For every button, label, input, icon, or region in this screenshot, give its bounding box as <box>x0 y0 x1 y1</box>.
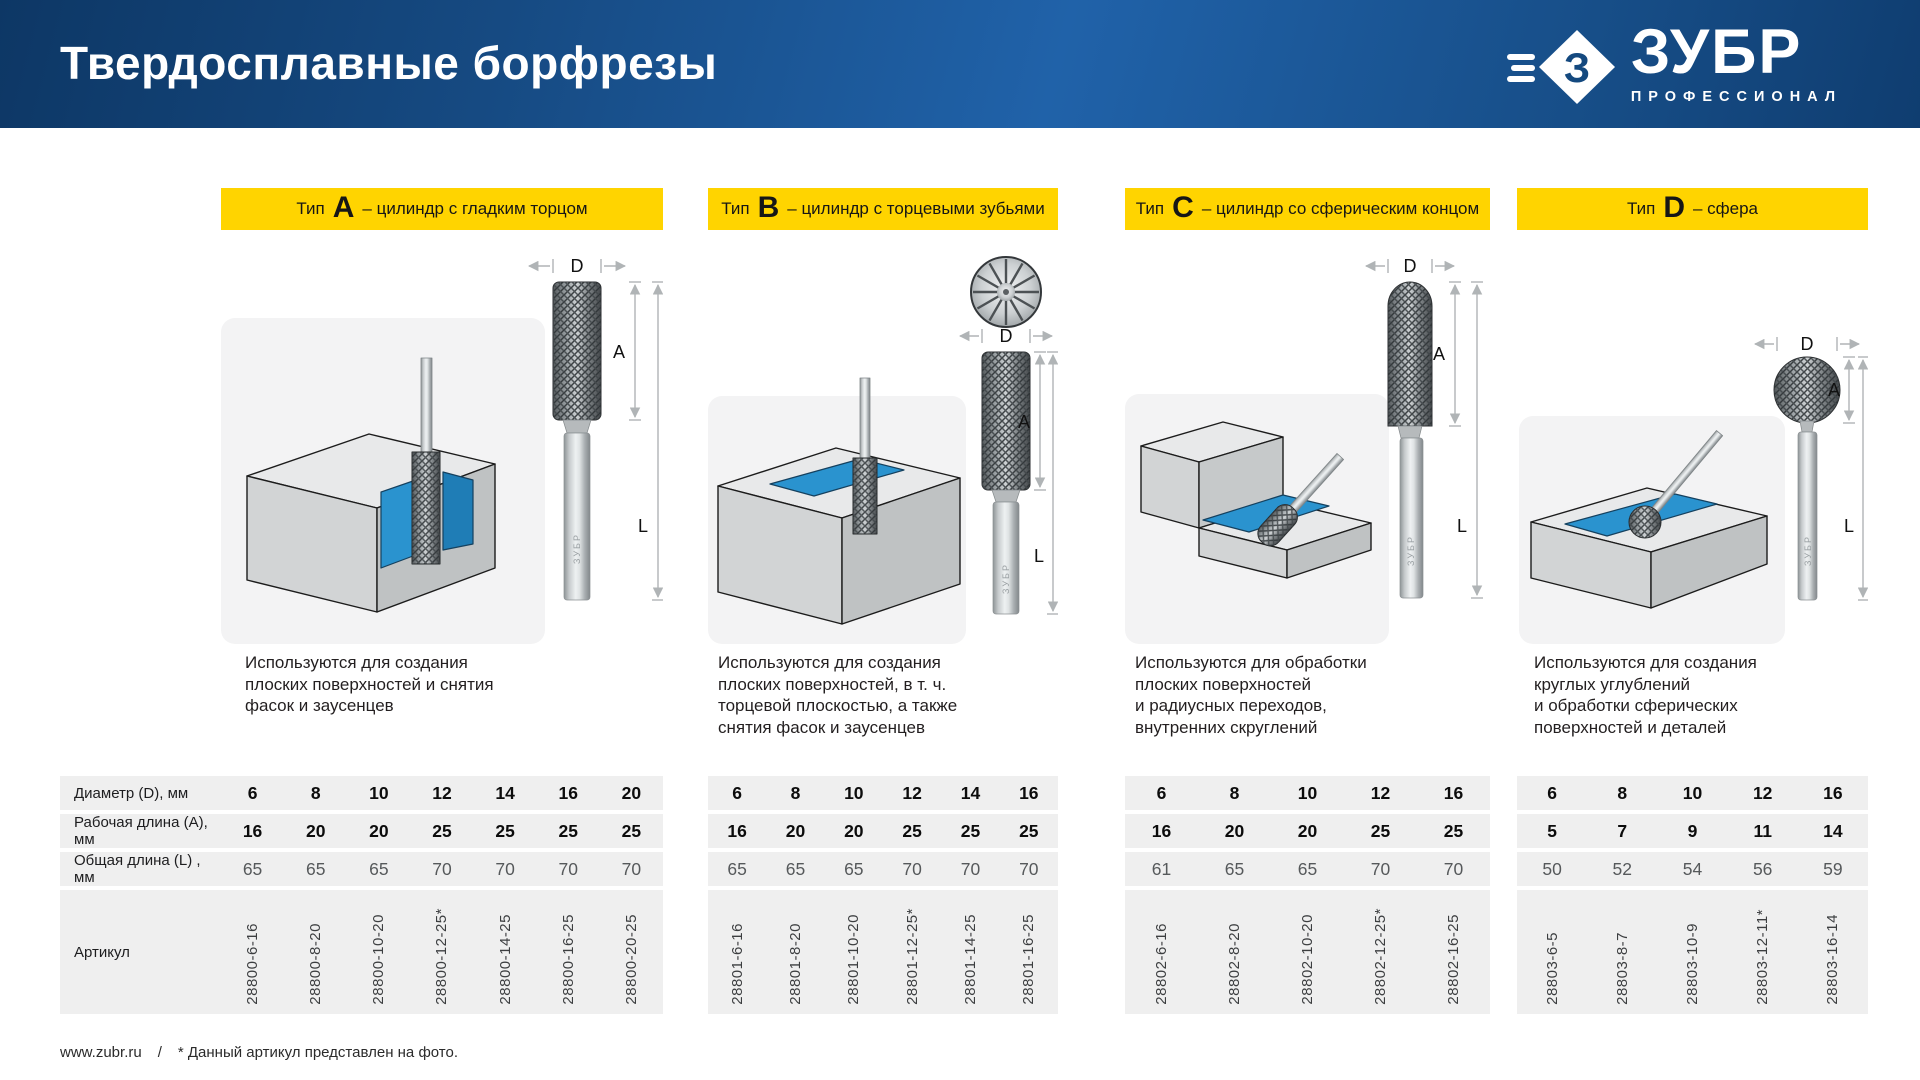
diameter-value: 8 <box>1617 782 1628 803</box>
type-c-figure <box>1125 232 1490 652</box>
type-prefix: Тип <box>1135 199 1165 218</box>
article-number: 28801-14-25 <box>961 914 979 1005</box>
description-line: поверхностей и деталей <box>1534 717 1727 737</box>
work-length-value: 25 <box>1370 820 1391 841</box>
total-length-row-label: Общая длина (L) , мм <box>60 852 221 886</box>
work-length-row <box>1125 814 1490 848</box>
total-length-value: 70 <box>495 858 515 879</box>
dim-d-label: D <box>570 256 584 276</box>
diameter-value: 10 <box>369 782 389 803</box>
work-length-value: 20 <box>844 820 864 841</box>
work-length-value: 20 <box>1297 820 1318 841</box>
diameter-value: 6 <box>1547 782 1557 803</box>
dim-d-label: D <box>999 326 1013 346</box>
diameter-row <box>1125 776 1490 810</box>
description-line: и радиусных переходов, <box>1135 696 1327 715</box>
description-line: внутренних скруглений <box>1135 717 1318 737</box>
work-length-value: 16 <box>1151 820 1172 841</box>
article-number: 28803-16-14 <box>1824 914 1842 1005</box>
work-length-row <box>1517 814 1868 848</box>
type-prefix: Тип <box>1626 199 1656 218</box>
diameter-row <box>221 776 663 810</box>
total-length-value: 70 <box>432 858 452 879</box>
dim-d-label: D <box>1800 334 1814 354</box>
work-length-value: 25 <box>1443 820 1464 841</box>
total-length-value: 70 <box>558 858 578 879</box>
article-number: 28802-10-20 <box>1299 914 1316 1005</box>
total-length-value: 65 <box>369 858 389 879</box>
dim-d-label: D <box>1403 256 1417 276</box>
diameter-value: 8 <box>790 782 801 803</box>
type-description: – сфера <box>1692 199 1759 218</box>
dim-l-label: L <box>1843 516 1854 536</box>
work-length-value: 16 <box>242 820 263 841</box>
total-length-value: 65 <box>727 858 747 879</box>
brand-text <box>1630 17 1842 105</box>
total-length-value: 70 <box>1370 858 1391 879</box>
description-line: плоских поверхностей и снятия <box>245 674 494 694</box>
dim-a-label: A <box>1432 344 1445 364</box>
diameter-value: 6 <box>1156 782 1167 803</box>
article-number: 28801-16-25 <box>1020 914 1038 1005</box>
work-length-value: 25 <box>621 820 642 841</box>
work-length-row-label: Рабочая длина (A), мм <box>60 814 221 848</box>
shank-engraving: ЗУБР <box>1406 535 1416 566</box>
description-line: торцевой плоскостью, а также <box>718 696 958 715</box>
article-row <box>221 890 663 1014</box>
article-number: 28801-12-25* <box>903 908 921 1005</box>
article-number: 28800-20-25 <box>622 914 640 1005</box>
diameter-value: 10 <box>844 782 864 803</box>
type-c-description <box>1135 652 1367 738</box>
total-length-value: 50 <box>1542 858 1562 879</box>
diameter-value: 12 <box>1752 782 1773 803</box>
total-length-value: 54 <box>1682 858 1703 879</box>
diameter-value: 6 <box>247 782 258 803</box>
work-length-value: 20 <box>1224 820 1245 841</box>
work-length-value: 25 <box>495 820 515 841</box>
diameter-value: 16 <box>1823 782 1843 803</box>
total-length-row <box>708 852 1058 886</box>
burr-photo-a <box>529 256 663 600</box>
article-number: 28800-14-25 <box>496 914 514 1005</box>
work-length-value: 20 <box>305 820 326 841</box>
article-number: 28803-12-11* <box>1754 909 1772 1005</box>
article-number: 28802-16-25 <box>1445 914 1462 1005</box>
description-line: круглых углублений <box>1534 674 1691 694</box>
shank-engraving: ЗУБР <box>572 533 582 564</box>
work-length-value: 25 <box>558 820 578 841</box>
type-d-header <box>1517 188 1868 230</box>
type-prefix: Тип <box>721 199 750 218</box>
article-number: 28800-10-20 <box>370 914 388 1005</box>
diameter-row-label: Диаметр (D), мм <box>60 776 221 810</box>
diameter-row <box>1517 776 1868 810</box>
type-letter: D <box>1663 190 1685 224</box>
diameter-value: 6 <box>732 782 743 803</box>
website-url: www.zubr.ru <box>60 1044 142 1061</box>
brand-subtitle: ПРОФЕССИОНАЛ <box>1630 88 1842 105</box>
total-length-value: 70 <box>1443 858 1464 879</box>
article-number: 28800-8-20 <box>307 923 325 1005</box>
type-b-description <box>718 652 957 738</box>
type-description: – цилиндр со сферическим концом <box>1201 199 1480 218</box>
type-letter: C <box>1172 190 1194 224</box>
total-length-value: 65 <box>785 858 806 879</box>
type-a-figure <box>221 232 663 652</box>
page-title: Твердосплавные борфрезы <box>60 37 718 89</box>
description-line: Используются для создания <box>718 653 941 672</box>
diameter-value: 10 <box>1682 782 1703 803</box>
diameter-value: 12 <box>902 782 922 803</box>
type-prefix: Тип <box>296 199 325 218</box>
diameter-value: 20 <box>621 782 642 803</box>
type-a-description <box>245 652 494 717</box>
table-row-labels <box>60 776 221 1018</box>
footnote: * Данный артикул представлен на фото. <box>177 1044 459 1061</box>
brand-initial: З <box>1563 44 1590 91</box>
description-line: Используются для создания <box>245 653 468 672</box>
dim-a-label: A <box>1827 380 1840 400</box>
type-d-description <box>1534 652 1757 738</box>
total-length-value: 65 <box>242 858 263 879</box>
total-length-value: 65 <box>844 858 864 879</box>
description-line: плоских поверхностей, в т. ч. <box>718 674 947 694</box>
total-length-value: 56 <box>1752 858 1773 879</box>
page-footer <box>60 1044 458 1061</box>
diameter-value: 12 <box>432 782 452 803</box>
total-length-value: 52 <box>1612 858 1633 879</box>
diameter-value: 10 <box>1297 782 1318 803</box>
article-number: 28800-16-25 <box>559 914 577 1005</box>
total-length-row <box>1517 852 1868 886</box>
type-b-figure <box>708 232 1058 652</box>
type-c-table <box>1125 776 1490 1018</box>
article-number: 28803-8-7 <box>1613 932 1631 1005</box>
work-length-value: 16 <box>727 820 747 841</box>
article-row <box>708 890 1058 1014</box>
zubr-logo-icon <box>1507 28 1619 106</box>
work-length-value: 7 <box>1617 820 1628 841</box>
work-length-value: 20 <box>369 820 389 841</box>
work-length-value: 25 <box>960 820 981 841</box>
work-length-value: 5 <box>1547 820 1557 841</box>
work-length-row <box>708 814 1058 848</box>
diameter-value: 16 <box>1443 782 1464 803</box>
description-line: плоских поверхностей <box>1135 674 1312 694</box>
type-b-table <box>708 776 1058 1018</box>
total-length-value: 70 <box>621 858 642 879</box>
work-length-value: 25 <box>902 820 922 841</box>
type-d-table <box>1517 776 1868 1018</box>
diameter-value: 14 <box>960 782 981 803</box>
work-length-value: 14 <box>1823 820 1843 841</box>
footer-separator: / <box>157 1044 162 1061</box>
article-number: 28801-8-20 <box>786 923 804 1005</box>
article-row <box>1125 890 1490 1014</box>
description-line: Используются для создания <box>1534 653 1757 672</box>
article-number: 28800-12-25* <box>433 908 451 1005</box>
total-length-value: 65 <box>1297 858 1318 879</box>
article-number: 28800-6-16 <box>244 923 262 1005</box>
type-b-header <box>708 188 1058 230</box>
article-row-label: Артикул <box>60 890 221 1014</box>
work-length-row <box>221 814 663 848</box>
type-c-header <box>1125 188 1490 230</box>
type-description: – цилиндр с торцевыми зубьями <box>787 199 1045 218</box>
description-line: и обработки сферических <box>1534 696 1738 715</box>
article-number: 28802-8-20 <box>1226 923 1243 1005</box>
diameter-row <box>708 776 1058 810</box>
page-header <box>0 0 1920 128</box>
article-number: 28801-6-16 <box>728 923 746 1005</box>
shank-engraving: ЗУБР <box>1001 563 1011 594</box>
description-line: фасок и заусенцев <box>245 696 394 715</box>
article-number: 28803-10-9 <box>1683 923 1701 1005</box>
total-length-value: 70 <box>902 858 922 879</box>
type-letter: A <box>332 190 355 224</box>
total-length-value: 70 <box>960 858 981 879</box>
dim-l-label: L <box>1033 546 1044 566</box>
description-line: Используются для обработки <box>1135 653 1367 672</box>
dim-a-label: A <box>612 342 625 362</box>
article-number: 28802-6-16 <box>1153 923 1170 1005</box>
brand-name: ЗУБР <box>1630 17 1803 87</box>
diameter-value: 16 <box>1019 782 1039 803</box>
dim-l-label: L <box>637 516 648 536</box>
dim-a-label: A <box>1017 412 1030 432</box>
work-length-value: 11 <box>1753 820 1772 841</box>
diameter-value: 16 <box>558 782 578 803</box>
total-length-value: 59 <box>1823 858 1843 879</box>
work-length-value: 25 <box>1019 820 1039 841</box>
dim-l-label: L <box>1456 516 1467 536</box>
type-a-header <box>221 188 663 230</box>
end-view-circle <box>971 257 1041 327</box>
shank-engraving: ЗУБР <box>1803 535 1813 566</box>
total-length-row <box>1125 852 1490 886</box>
total-length-value: 70 <box>1019 858 1039 879</box>
article-number: 28801-10-20 <box>845 914 863 1005</box>
type-a-table <box>221 776 663 1018</box>
work-length-value: 25 <box>432 820 452 841</box>
total-length-value: 65 <box>1224 858 1245 879</box>
diameter-value: 14 <box>495 782 515 803</box>
work-length-value: 20 <box>785 820 806 841</box>
description-line: снятия фасок и заусенцев <box>718 717 926 737</box>
diameter-value: 8 <box>310 782 321 803</box>
total-length-value: 65 <box>305 858 326 879</box>
type-d-figure <box>1517 232 1868 652</box>
type-letter: B <box>757 190 780 224</box>
work-length-value: 9 <box>1687 820 1698 841</box>
article-number: 28803-6-5 <box>1543 932 1561 1005</box>
burr-photo-b <box>960 326 1058 614</box>
article-row <box>1517 890 1868 1014</box>
diameter-value: 8 <box>1229 782 1240 803</box>
type-description: – цилиндр с гладким торцом <box>362 199 588 218</box>
total-length-value: 61 <box>1151 858 1172 879</box>
brand-logo <box>1507 17 1842 106</box>
diameter-value: 12 <box>1370 782 1391 803</box>
total-length-row <box>221 852 663 886</box>
article-number: 28802-12-25* <box>1372 908 1389 1005</box>
